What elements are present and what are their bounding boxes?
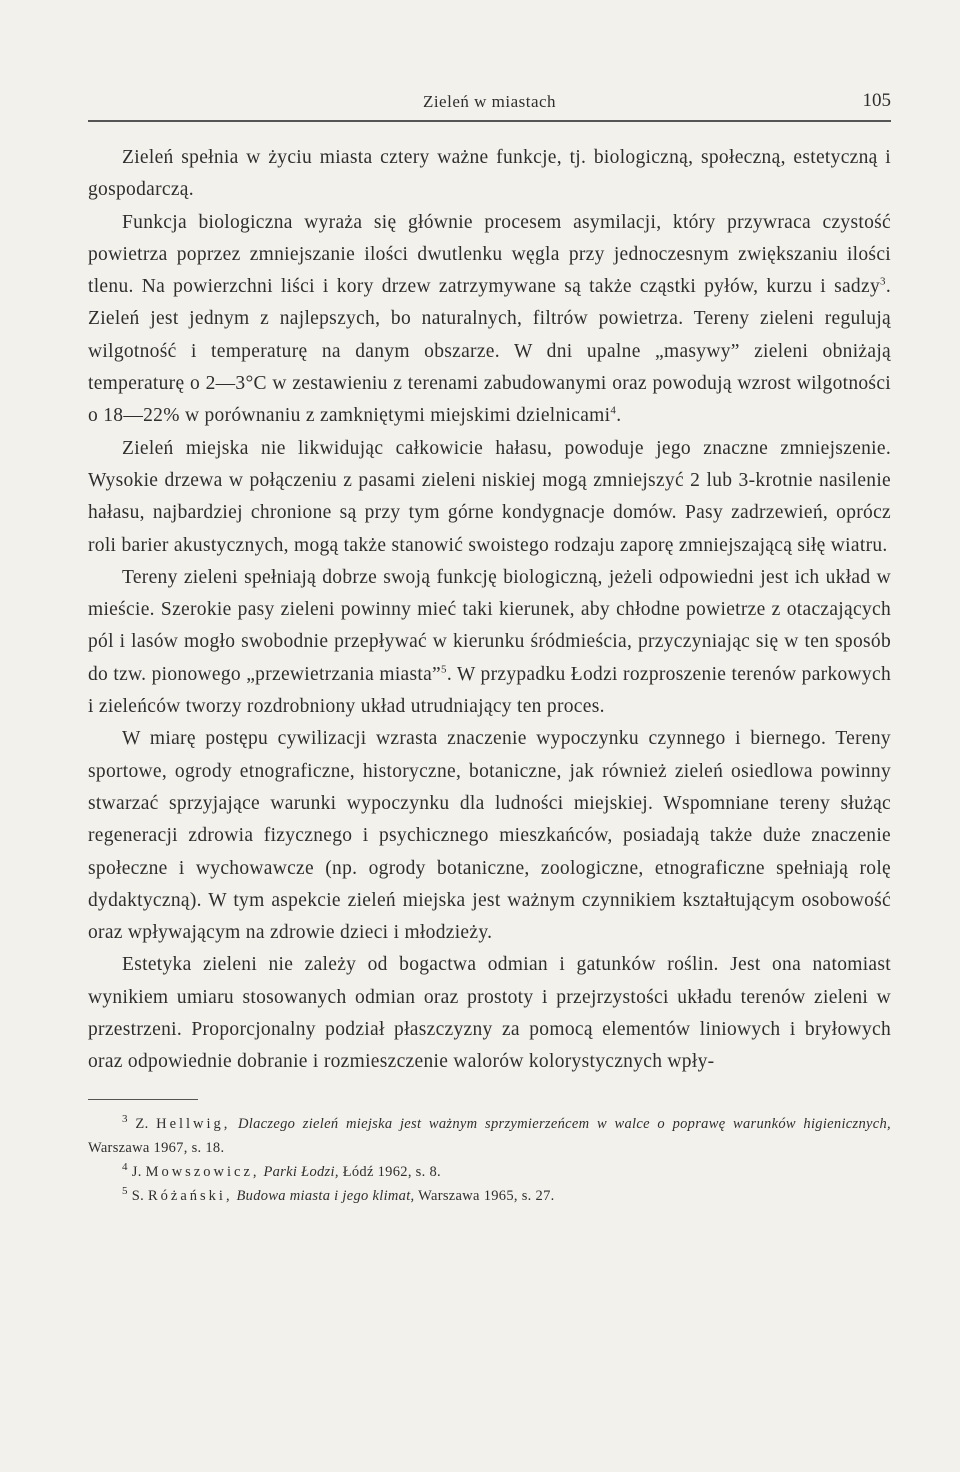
body-text xyxy=(88,142,891,1079)
paragraph: W miarę postępu cywilizacji wzrasta znaczenie wypoczynku czynnego i biernego. Tereny sportowe, ogrody etnograficzne, historyczne, botaniczne, jak również zieleń osiedlowa powinny stwarzać sprzyjające warunki wypoczynku dla ludności miejskiej. Wspomniane tereny służąc regeneracji zdrowia fizycznego i psychicznego mieszkańców, posiadają także duże znaczenie społeczne i wychowawcze (np. ogrody botaniczne, zoologiczne, etnograficzne spełniają rolę dydaktyczną). W tym aspekcie zieleń miejska jest ważnym czynnikiem kształtującym osobowość oraz wpływającym na zdrowie dzieci i młodzieży. xyxy=(88,728,891,944)
paragraph: Estetyka zieleni nie zależy od bogactwa odmian i gatunków roślin. Jest ona natomiast wynikiem umiaru stosowanych odmian oraz prostoty i przejrzystości układu terenów zieleni w przestrzeni. Proporcjonalny podział płaszczyzny za pomocą elementów liniowych i bryłowych oraz odpowiednie dobranie i rozmieszczenie walorów kolorystycznych wpły- xyxy=(88,954,891,1073)
footnote-divider xyxy=(88,1099,198,1100)
footnote-ref: 5 xyxy=(441,663,447,676)
page-number: 105 xyxy=(862,90,891,111)
footnote: $^5$ S. Różański, Budowa miasta i jego klimat, Warszawa 1965, s. 27. xyxy=(122,1184,555,1204)
footnote: $^3$ Z. Hellwig, Dlaczego zieleń miejska jest ważnym sprzymierzeńcem w walce o poprawę warunków higienicznych, Warszawa 1967, s. 18. xyxy=(88,1112,891,1156)
footnotes xyxy=(88,1112,891,1208)
footnote-ref: 4 xyxy=(610,404,617,417)
footnote-ref: 3 xyxy=(880,275,886,288)
book-page xyxy=(88,88,891,1208)
paragraph: Zieleń miejska nie likwidując całkowicie hałasu, powoduje jego znaczne zmniejszenie. Wysokie drzewa w połączeniu z pasami zieleni niskiej mogą zmniejszyć 2 lub 3-krotnie nasilenie hałasu, najbardziej chronione są przy tym górne kondygnacje domów. Pasy zadrzewień, oprócz roli barier akustycznych, mogą także stanowić swoistego rodzaju zaporę zmniejszającą siłę wiatru. xyxy=(88,437,891,556)
running-title: Zieleń w miastach xyxy=(422,92,557,111)
paragraph: Zieleń spełnia w życiu miasta cztery ważne funkcje, tj. biologiczną, społeczną, estetyczną i gospodarczą. xyxy=(88,147,891,201)
footnote: $^4$ J. Mowszowicz, Parki Łodzi, Łódź 1962, s. 8. xyxy=(122,1160,441,1180)
paragraph: Tereny zieleni spełniają dobrze swoją funkcję biologiczną, jeżeli odpowiedni jest ich układ w mieście. Szerokie pasy zieleni powinny mieć taki kierunek, aby chłodne powietrze z otaczających pól i lasów mogło swobodnie przepływać w kierunku śródmieścia, przyczyniając się w ten sposób do tzw. pionowego „przewietrzania miasta”$^5$. W przypadku Łodzi rozproszenie terenów parkowych i zieleńców tworzy rozdrobniony układ utrudniający ten proces. xyxy=(88,566,891,718)
paragraph: Funkcja biologiczna wyraża się głównie procesem asymilacji, który przywraca czystość powietrza poprzez zmniejszanie ilości dwutlenku węgla przy jednoczesnym zwiększaniu ilości tlenu. Na powierzchni liści i kory drzew zatrzymywane są także cząstki pyłów, kurzu i sadzy$^3$. Zieleń jest jednym z najlepszych, bo naturalnych, filtrów powietrza. Tereny zieleni regulują wilgotność i temperaturę na danym obszarze. W dni upalne „masywy” zieleni obniżają temperaturę o 2—3°C w zestawieniu z terenami zabudowanymi oraz powodują wzrost wilgotności o 18—22% w porównaniu z zamkniętymi miejskimi dzielnicami$^4$. xyxy=(88,211,891,427)
page-header xyxy=(88,88,891,122)
